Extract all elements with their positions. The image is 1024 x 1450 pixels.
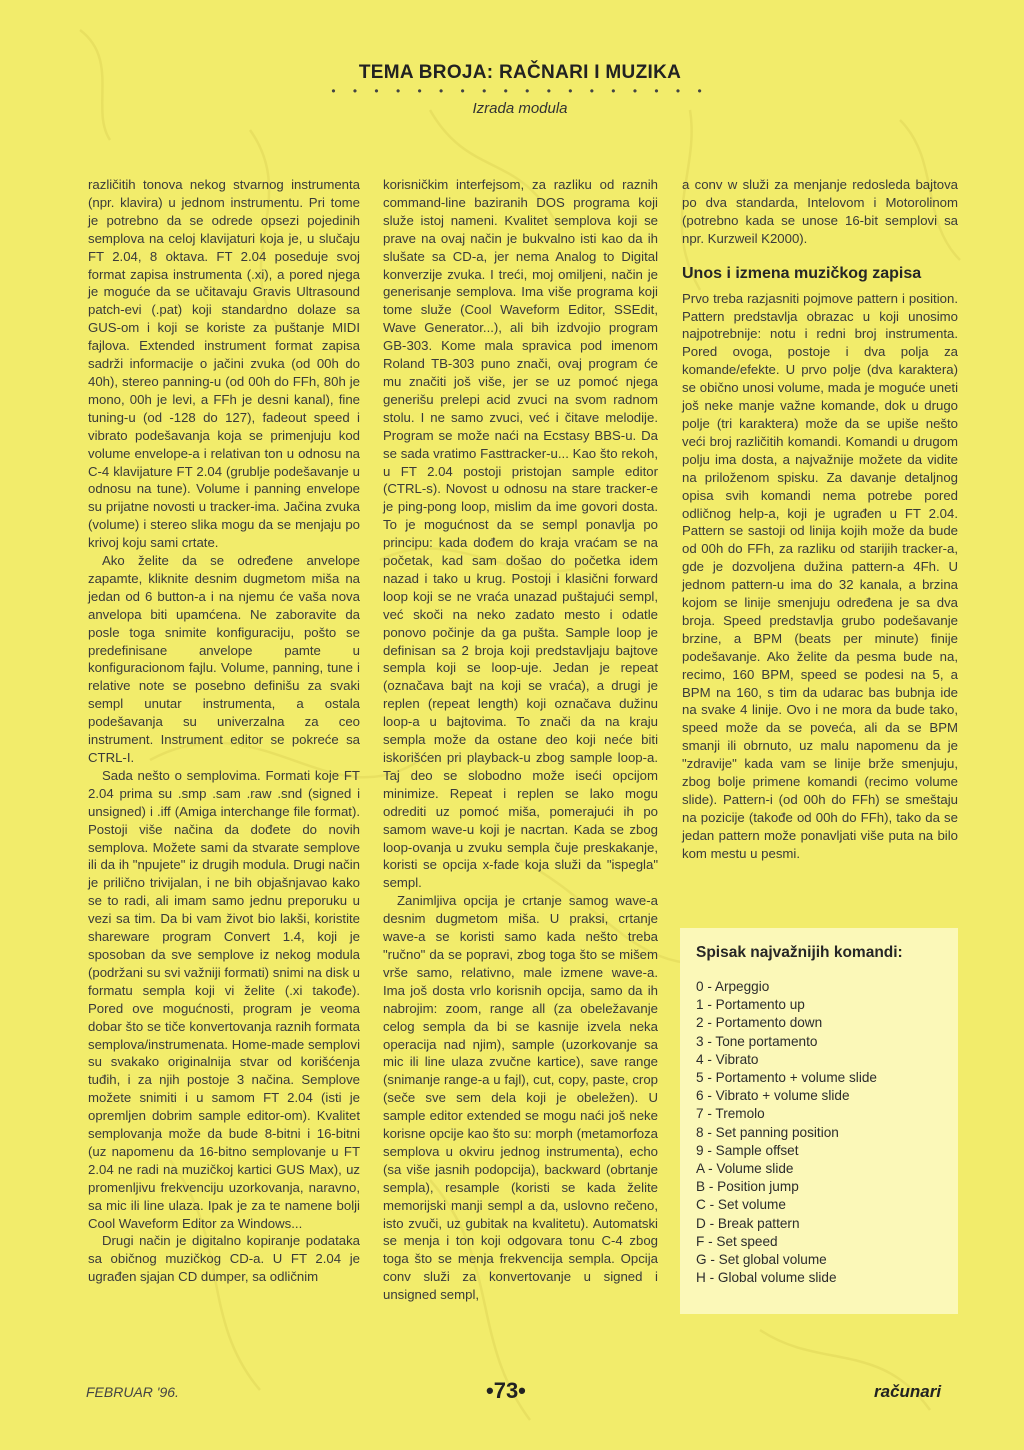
command-item: F - Set speed: [696, 1233, 778, 1249]
command-item: H - Global volume slide: [696, 1270, 837, 1286]
commands-list: [696, 978, 942, 1287]
command-item: 0 - Arpeggio: [696, 979, 770, 994]
command-item: A - Volume slide: [696, 1161, 794, 1177]
command-item: 3 - Tone portamento: [696, 1033, 818, 1049]
column1-paragraph: Drugi način je digitalno kopiranje podataka sa običnog muzičkog CD-a. U FT 2.04 je ugrađen sjajan CD dumper, sa odličnim: [88, 1233, 360, 1285]
article-column-3: [682, 176, 958, 863]
command-item: 2 - Portamento down: [696, 1015, 823, 1031]
column1-paragraph: različitih tonova nekog stvarnog instrumenta (npr. klavira) u jednom instrumentu. Pri tome je potrebno da se odrede opsezi pojedinih semplova na celoj klavijaturi koja je, u slučaju FT 2.04, 8 oktava. FT 2.04 poseduje svoj format zapisa instrumenta (.xi), a pored njega je moguće da se učitavaju Gravis Ultrasound patch-evi (.pat) koji standardno dolaze sa GUS-om i koji se koriste za puštanje MIDI fajlova. Extended instrument format zapisa sadrži informacije o jačini zvuka (od 00h do 40h), stereo panning-u (od 00h do FFh, 80h je mono, 00h je levi, a FFh je desni kanal), fine tuning-u (od -128 do 127), fadeout speed i vibrato podešavanja koja se primenjuju kod volume envelope-a i relativan ton u odnosu na C-4 klavijature FT 2.04 (grublje podešavanje u odnosu na tune). Volume i panning envelope su prijatne novosti u tracker-ima. Jačina zvuka (volume) i stereo slika mogu da se menjaju po krivoj koju sami crtate.: [88, 177, 360, 551]
command-item: G - Set global volume: [696, 1252, 827, 1268]
page-header: [320, 62, 720, 117]
header-subtitle: Izrada modula: [472, 100, 568, 117]
command-item: 7 - Tremolo: [696, 1106, 765, 1122]
command-item: B - Position jump: [696, 1179, 799, 1195]
article-column-2: [383, 176, 658, 1304]
commands-box: [680, 928, 958, 1314]
command-item: 8 - Set panning position: [696, 1124, 839, 1140]
header-dots: • • • • • • • • • • • • • • • • • •: [331, 84, 709, 98]
footer-date: FEBRUAR '96.: [86, 1384, 179, 1400]
command-item: 9 - Sample offset: [696, 1142, 799, 1158]
commands-box-title: Spisak najvažnijih komandi:: [696, 944, 903, 961]
command-item: D - Break pattern: [696, 1215, 800, 1231]
section-heading: Unos i izmena muzičkog zapisa: [682, 264, 922, 282]
column2-paragraph: Zanimljiva opcija je crtanje samog wave-a desnim dugmetom miša. U praksi, crtanje wave-a se koristi samo kada nešto treba "ručno" da se popravi, zbog toga što se mišem vrše samo, relativno, male izmene wave-a. Ima još dosta vrlo korisnih opcija, samo da ih nabrojim: zoom, range all (za obeležavanje celog sempla da bi se kasnije izvela neka operacija nad njim), sample (uzorkovanje sa mic ili line ulaza zvučne kartice), save range (snimanje range-a u fajl), cut, copy, paste, crop (seče sve sem dela koji je obeležen). U sample editor extended se mogu naći još neke korisne opcije kao što su: morph (metamorfoza semplova u okviru jednog instrumenta), echo (sa više jasnih podopcija), backward (obrtanje sempla), resample (koristi se kada želite memorijski manji sempl a da, uslovno rečeno, isto zvuči, uz gubitak na kvalitetu). Automatski se menja i ton koji odgovara tonu C-4 zbog toga što se menja frekvencija sempla. Opcija conv služi za konvertovanje u signed i unsigned sempl,: [383, 893, 658, 1303]
column3-paragraph: Prvo treba razjasniti pojmove pattern i position. Pattern predstavlja obrazac u koji unosimo najpotrebnije: notu i redni broj instrumenta. Pored ovoga, postoje i dva polja za komande/efekte. U prvo polje (dva karaktera) se obično unosi volume, mada je moguće uneti još neke manje važne komande, dok u drugo polje (tri karaktera) može da se upiše nešto veći broj različitih komandi. Komandi u drugom polju ima dosta, a najvažnije možete da vidite na priloženom spisku. Za davanje detaljnog opisa svih komandi nema potrebe pored odličnog help-a, koji je ugrađen u FT 2.04. Pattern se sastoji od linija kojih može da bude od 00h do FFh, za razliku od starijih tracker-a, gde je dozvoljena dužina pattern-a 4Fh. U jednom pattern-u ima do 32 kanala, a brzina kojom se linije smenjuju određena je sa dva broja. Speed predstavlja grubo podešavanje brzine, a BPM (beats per minute) finije podešavanje. Ako želite da pesma bude na, recimo, 160 BPM, speed se podesi na 5, a BPM na 160, s tim da udarac bas bubnja ide na svake 4 linije. Ovo i ne mora da bude tako, speed može da se poveća, ali da se BPM smanji ili obrnuto, uz malu napomenu da je "zdravije" kada vam se linije brže smenjuju, zbog bolje primene komandi (recimo volume slide). Pattern-i (od 00h do FFh) se smeštaju na pozicije (takođe od 00h do FFh), tako da se jedan pattern može ponavljati više puta na bilo kom mestu u pesmi.: [682, 290, 958, 861]
command-item: 1 - Portamento up: [696, 997, 805, 1013]
command-item: C - Set volume: [696, 1197, 786, 1213]
article-column-1: [88, 176, 360, 1286]
command-item: 6 - Vibrato + volume slide: [696, 1088, 850, 1104]
column2-paragraph: korisničkim interfejsom, za razliku od raznih command-line baziranih DOS programa koji služe istoj nameni. Kvalitet semplova koji se prave na ovaj način je bukvalno isti kao da ih slušate sa CD-a, jer nema Analog to Digital konverzije zvuka. I treći, moj omiljeni, način je generisanje semplova. Ima više programa koji tome služe (Cool Waveform Editor, SSEdit, Wave Generator...), ali bih izdvojio program GB-303. Kome mala spravica pod imenom Roland TB-303 puno znači, ovaj program će mu značiti još više, jer se uz pomoć njega generišu prelepi acid zvuci na svom radnom stolu. I ne samo zvuci, već i čitave melodije. Program se može naći na Ecstasy BBS-u. Da se sada vratimo Fasttracker-u... Kao što rekoh, u FT 2.04 postoji pristojan sample editor (CTRL-s). Novost u odnosu na stare tracker-e je ping-pong loop, mislim da ime govori dosta. To je mogućnost da se sempl ponavlja po principu: kada dođem do kraja vraćam se na početak, kad sam došao do početka idem nazad i tako u krug. Postoji i klasični forward loop koji se ne vraća unazad puštajući sempl, već skoči na neko zadato mesto i odatle ponovo počinje da ga pušta. Sample loop je definisan sa 2 broja koji predstavljaju bajtove sempla koji se loop-uje. Jedan je repeat (označava bajt na koji se vraća), a drugi je replen (repeat length) koji označava dužinu loop-a u bajtovima. To znači da na kraju sempla može da ostane deo koji neće biti iskorišćen pri playback-u zbog sample loop-a. Taj deo se slobodno može iseći opcijom minimize. Repeat i replen se lako mogu odrediti uz pomoć miša, pomerajući ih po samom wave-u koji je nacrtan. Kada se zbog loop-ovanja u zvuku sempla čuje preskakanje, koristi se opcija x-fade koja služi da "ispegla" sempl.: [383, 177, 658, 891]
command-item: 4 - Vibrato: [696, 1051, 759, 1067]
column1-paragraph: Ako želite da se određene anvelope zapamte, kliknite desnim dugmetom miša na jedan od 6 button-a i na njemu će vaša nova anvelopa biti upamćena. Ne zaboravite da posle toga snimite konfiguraciju, pošto se predefinisane anvelope pamte u konfiguracionom fajlu. Volume, panning, tune i relative note se posebno definišu za svaki sempl unutar instrumenta, a ostala podešavanja su univerzalna za ceo instrument. Instrument editor se pokreće sa CTRL-I.: [88, 553, 360, 765]
footer-page-number: •73•: [486, 1378, 526, 1403]
header-title: TEMA BROJA: RAČNARI I MUZIKA: [358, 62, 682, 83]
footer-brand: računari: [874, 1382, 942, 1401]
column1-paragraph: Sada nešto o semplovima. Formati koje FT 2.04 prima su .smp .sam .raw .snd (signed i unsigned) i .iff (Amiga interchange file format). Postoji više načina da dođete do novih semplova. Možete sami da stvarate semplove ili da ih "npujete" iz drugih modula. Drugi način je prilično trivijalan, i ne bih objašnjavao kako se to radi, ali imam samo jednu preporuku u vezi sa tim. Da bi vam život bio lakši, koristite shareware program Convert 1.4, koji je sposoban da sve semplove iz nekog modula (podržani su svi važniji formati) snimi na disk u formatu sempla koji vi želite (.xi takođe). Pored ove mogućnosti, program je veoma dobar što se tiče konvertovanja raznih formata semplova/instrumenata. Home-made semplovi su svakako originalnija stvar od korišćenja tuđih, i za njih postoje 3 načina. Semplove možete snimiti i u samom FT 2.04 (isti je opremljen dobrim sample editor-om). Kvalitet semplovanja može da bude 8-bitni i 16-bitni (uz napomenu da 16-bitno semplovanje u FT 2.04 ne radi na muzičkoj kartici GUS Max), uz promenljivu frekvenciju uzorkovanja, naravno, sa mic ili line ulaza. Ipak je za te namene bolji Cool Waveform Editor za Windows...: [88, 767, 360, 1231]
command-item: 5 - Portamento + volume slide: [696, 1070, 877, 1086]
column3-intro: a conv w služi za menjanje redosleda bajtova po dva standarda, Intelovom i Motorolinom (potrebno kada se unose 16-bit semplovi sa npr. Kurzweil K2000).: [682, 177, 958, 246]
